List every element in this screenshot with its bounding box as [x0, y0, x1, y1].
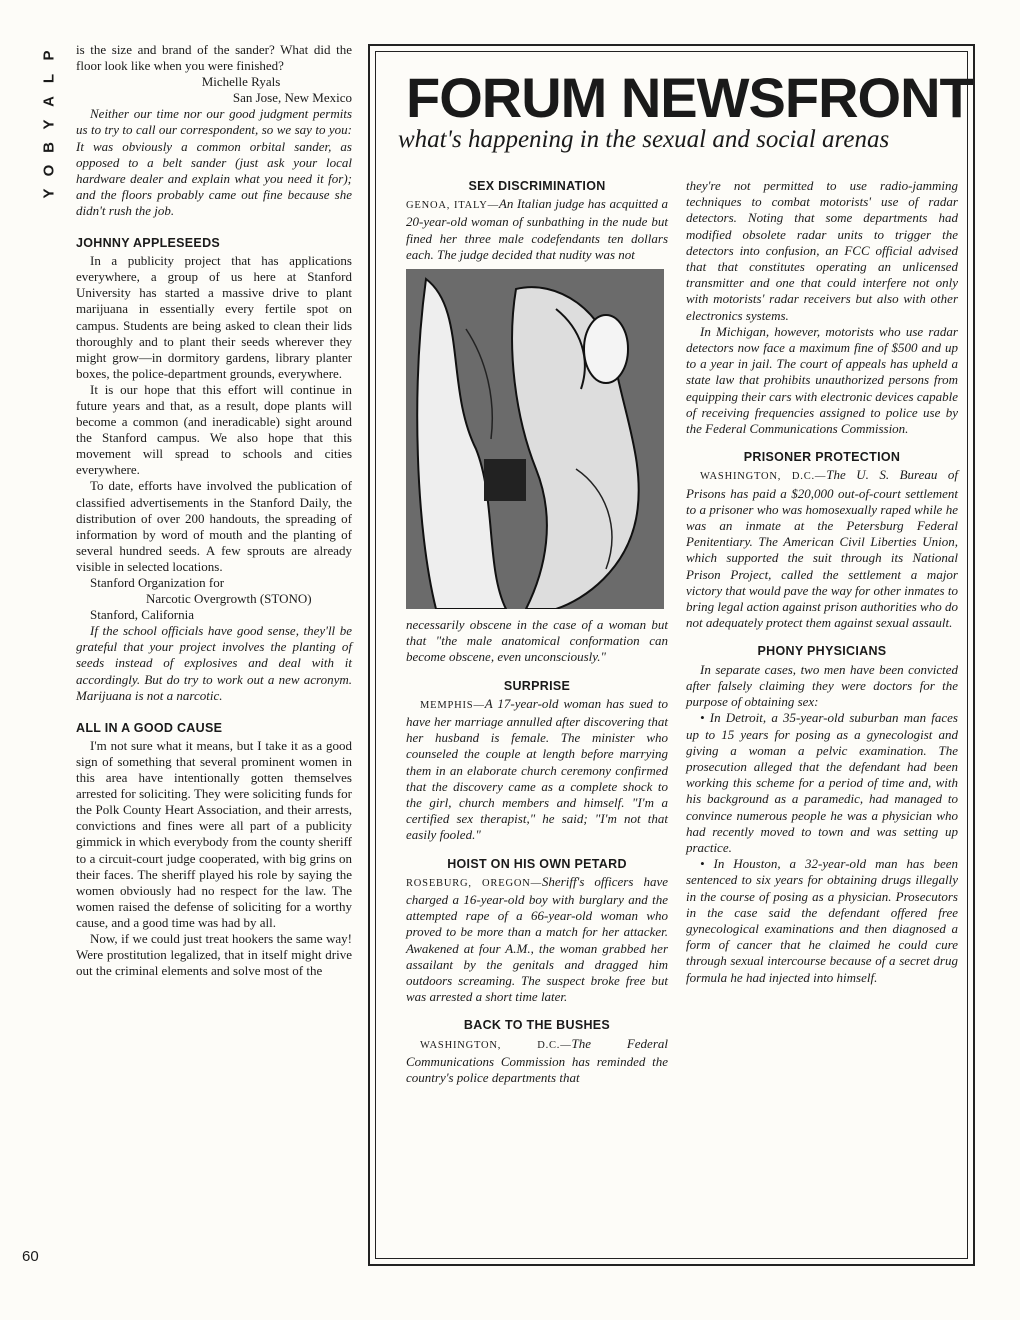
letter-intro: is the size and brand of the sander? What did the floor look like when you were finished?: [76, 42, 352, 74]
letters-column: [76, 42, 352, 979]
signature-place: San Jose, New Mexico: [232, 90, 352, 106]
sidebar-label: [38, 44, 60, 205]
story-paragraph: necessarily obscene in the case of a woman but that "the male anatomical conformation can become obscene, even unconsciously.": [406, 617, 668, 665]
sidebar-letter: B: [40, 142, 58, 153]
story-paragraph: In Michigan, however, motorists who use radar detectors now face a maximum fine of $500 and up to a year in jail. The court of appeals has upheld a state law that prohibits unauthorized persons from equipping their cars with electronic devices capable of receiving frequencies assigned to police use by the Federal Communications Commission.: [686, 323, 958, 437]
sidebar-letter: O: [40, 164, 58, 177]
news-column-right: [686, 178, 958, 986]
sidebar-letter: P: [40, 50, 58, 61]
story-paragraph: • In Detroit, a 35-year-old suburban man faces up to 15 years for posing as a gynecologist and giving a woman a pelvic examination. The prosecution alleged that the defendant had been working this scheme for a period of time and, with his background as a paramedic, had managed to convince numerous people he was a physician who had recently moved to town and was setting up practice.: [686, 710, 958, 855]
letter-paragraph: In a publicity project that has applications everywhere, a group of us here at Stanford University has started a massive drive to plant marijuana in essentially every fertile spot on campus. Students are being asked to clean their lids thoroughly and to plant their seeds wherever they might grow—in dormitory gardens, library planter boxes, the police-department grounds, everywhere.: [76, 253, 352, 381]
story-paragraph: WASHINGTON, D.C.—The U. S. Bureau of Prisons has paid a $20,000 out-of-court settlement to a prisoner who was homosexually raped while he was an inmate at the Petersburg Federal Penitentiary. The American Civil Liberties Union, which supported the suit through its National Prison Project, called the settlement a major victory that would pave the way for other inmates to bring legal action against prison authorities who do not adequately protect them against sexual assault.: [686, 467, 958, 631]
letter-paragraph: It is our hope that this effort will continue in future years and that, as a result, dope plants will become a common (and ineradicable) sight around the Stanford campus. We also hope that this movement will spread to schools and cities everywhere.: [76, 381, 352, 478]
story-heading: SURPRISE: [503, 678, 571, 693]
letter-heading: JOHNNY APPLESEEDS: [76, 236, 221, 251]
letter-paragraph: To date, efforts have involved the publication of classified advertisements in the Stanford Daily, the distribution of over 200 handouts, the spreading of information by word of mouth and the planting of several hundred seeds. A few sprouts are already visible in selected locations.: [76, 478, 352, 574]
story-paragraph: • In Houston, a 32-year-old man has been sentenced to six years for obtaining drugs illegally in the course of posing as a physician. Prosecutors in the case said the defendant offered free gynecological examinations and then diagnosed a form of cancer that he claimed he could cure through sexual intercourse because of a secret drug formula he had injected into himself.: [686, 856, 958, 985]
story-paragraph: ROSEBURG, OREGON—Sheriff's officers have charged a 16-year-old boy with burglary and the attempted rape of a 66-year-old woman who proved to be more than a match for her attacker. Awakened at four A.M., the woman grabbed her assailant by the genitals and dragged him outdoors screaming. The suspect broke free but was arrested a short time later.: [406, 873, 668, 1005]
story-paragraph: WASHINGTON, D.C.—The Federal Communications Commission has reminded the country's police departments that: [406, 1035, 668, 1086]
story-paragraph: In separate cases, two men have been convicted after falsely claiming they were doctors for the purpose of obtaining sex:: [686, 661, 958, 710]
story-paragraph: GENOA, ITALY—An Italian judge has acquitted a 20-year-old woman of sunbathing in the nude but fined her three male codefendants ten dollars each. The judge decided that nudity was not: [406, 196, 669, 262]
page-number: 60: [22, 1248, 39, 1265]
illustration-image: [406, 269, 664, 609]
signature-place: Stanford, California: [90, 607, 194, 623]
signature-name: Michelle Ryals: [201, 74, 281, 90]
news-column-middle: [406, 178, 668, 1086]
dateline: MEMPHIS—: [420, 699, 485, 711]
masthead: FORUM NEWSFRONT: [406, 66, 973, 129]
sidebar-letter: Y: [40, 119, 58, 130]
forum-newsfront-box: [368, 44, 975, 1266]
letter-paragraph: I'm not sure what it means, but I take it as a good sign of something that several prominent women in this area have intentionally gotten themselves arrested for soliciting. They were soliciting funds for the Polk County Heart Association, and their arrests, convictions and fines were all part of a publicity gimmick in which everybody from the county sheriff to a circuit-court judge cooperated, with big grins on their faces. The sheriff played his role by saying the women obviously had no respect for the law. The women raised the defense of soliciting for a worthy cause, and a good time was had by all.: [76, 737, 352, 930]
dateline: WASHINGTON, D.C.—: [700, 471, 827, 483]
story-heading: PHONY PHYSICIANS: [757, 644, 887, 659]
letter-paragraph: Now, if we could just treat hookers the same way! Were prostitution legalized, that in itself might drive out the criminal elements and solve most of the: [76, 930, 352, 979]
signature-name: Stanford Organization for: [90, 575, 225, 590]
dateline: WASHINGTON, D.C.—: [420, 1039, 572, 1051]
letter-heading: ALL IN A GOOD CAUSE: [76, 720, 223, 735]
dateline: ROSEBURG, OREGON—: [406, 877, 542, 889]
editor-reply: If the school officials have good sense, they'll be grateful that your project involves the planting of seeds instead of explosives and deal with it accordingly. But do try to work out a new acronym. Marijuana is not a narcotic.: [76, 623, 352, 703]
sidebar-letter: Y: [40, 188, 58, 199]
sidebar-letter: L: [40, 73, 58, 84]
story-heading: SEX DISCRIMINATION: [468, 179, 606, 193]
story-heading: HOIST ON HIS OWN PETARD: [447, 856, 627, 871]
dateline: GENOA, ITALY—: [406, 200, 499, 212]
story-heading: BACK TO THE BUSHES: [463, 1018, 611, 1033]
story-paragraph: they're not permitted to use radio-jamming techniques to combat motorists' use of radar detectors. Noting that some departments had modified obsolete radar units to trigger the detectors into confusion, an FCC official advised that that constitutes operating an unlicensed transmitter and one that could interfere not only with motorists' radar receivers but also with other electronics systems.: [686, 178, 958, 323]
signature-name: Narcotic Overgrowth (STONO): [146, 591, 312, 607]
sidebar-letter: A: [40, 96, 58, 107]
story-heading: PRISONER PROTECTION: [743, 450, 901, 465]
editor-reply: Neither our time nor our good judgment permits us to try to call our correspondent, so we say to you: It was obviously a common orbital sander, as opposed to a belt sander (just ask your local hardware dealer and explain what you need it for); and the floors probably came out fine because she didn't rush the job.: [76, 106, 352, 218]
story-paragraph: MEMPHIS—A 17-year-old woman has sued to have her marriage annulled after discovering that her husband is female. The minister who counseled the couple at length before marrying them in an elaborate church ceremony confirmed that the discovery came as a complete shock to the girl, church members and himself. "I'm a certified sex therapist," he said; "I'm not that easily fooled.": [406, 695, 668, 843]
masthead-subtitle: what's happening in the sexual and social arenas: [398, 126, 890, 153]
